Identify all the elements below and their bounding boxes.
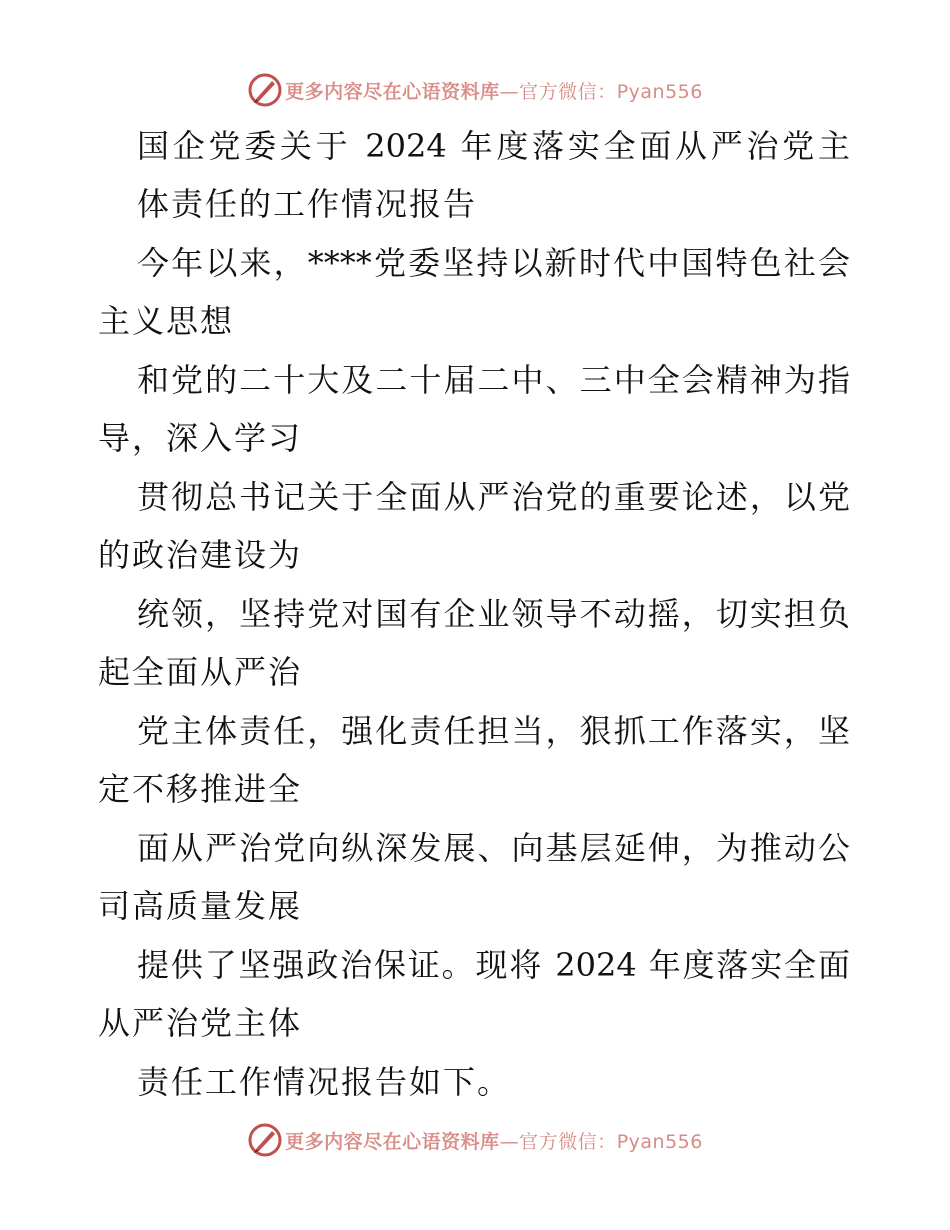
watermark-separator: — xyxy=(499,80,520,103)
paragraph-line: 面从严治党向纵深发展、向基层延伸，为推动公 xyxy=(137,829,850,867)
paragraph-line: 从严治党主体 xyxy=(98,1004,303,1042)
footer-watermark xyxy=(0,1120,950,1160)
document-title-line-1: 国企党委关于 2024 年度落实全面从严治党主 xyxy=(137,127,850,165)
watermark-label: 官方微信： xyxy=(519,80,617,103)
paragraph-line: 今年以来，****党委坚持以新时代中国特色社会 xyxy=(137,244,850,282)
watermark-wechat-id: Pyan556 xyxy=(616,80,703,103)
watermark-promo: 更多内容尽在心语资料库 xyxy=(285,80,500,103)
paragraph-line: 起全面从严治 xyxy=(98,653,303,691)
paragraph-line: 党主体责任，强化责任担当，狠抓工作落实，坚 xyxy=(137,712,850,750)
paragraph-line: 贯彻总书记关于全面从严治党的重要论述，以党 xyxy=(137,478,850,516)
paragraph-line: 主义思想 xyxy=(98,302,235,340)
watermark-separator: — xyxy=(499,1130,520,1153)
paragraph-line: 司高质量发展 xyxy=(98,887,303,925)
document-title-line-2: 体责任的工作情况报告 xyxy=(137,185,478,223)
paragraph-line: 导，深入学习 xyxy=(98,419,303,457)
paragraph-line: 和党的二十大及二十届二中、三中全会精神为指 xyxy=(137,361,850,399)
paragraph-line: 责任工作情况报告如下。 xyxy=(137,1063,512,1101)
watermark-promo: 更多内容尽在心语资料库 xyxy=(285,1130,500,1153)
watermark-wechat-id: Pyan556 xyxy=(616,1130,703,1153)
paragraph-line: 统领，坚持党对国有企业领导不动摇，切实担负 xyxy=(137,595,850,633)
paragraph-line: 提供了坚强政治保证。现将 2024 年度落实全面 xyxy=(137,946,850,984)
pen-logo-icon xyxy=(247,1122,283,1158)
paragraph-line: 定不移推进全 xyxy=(98,770,303,808)
paragraph-line: 的政治建设为 xyxy=(98,536,303,574)
watermark-text xyxy=(285,1127,703,1154)
watermark-label: 官方微信： xyxy=(519,1130,617,1153)
